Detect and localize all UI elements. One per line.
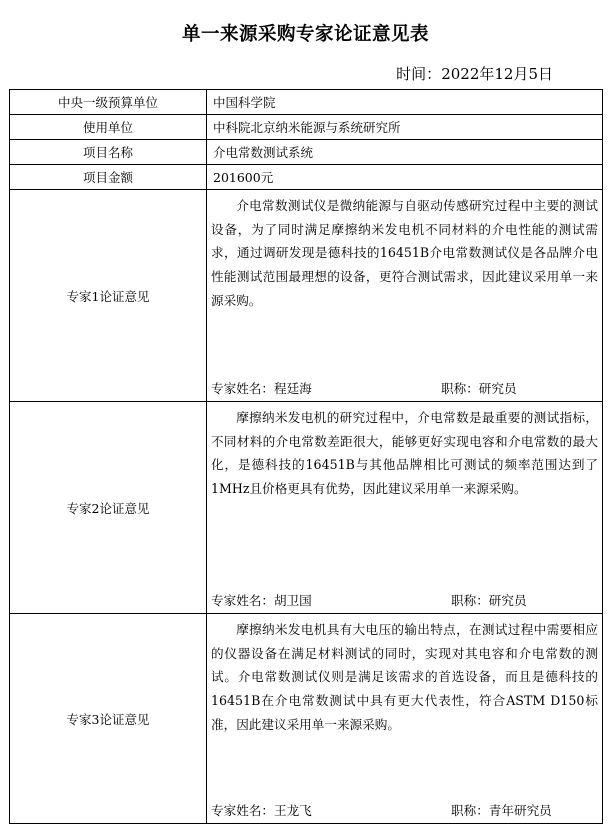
expert-2-name-line	[211, 590, 312, 609]
expert-2-opinion-text: 摩擦纳米发电机的研究过程中，介电常数是最重要的测试指标，不同材料的介电常数差距很大，能够更好实现电容和介电常数的最大化，是德科技的16451B与其他品牌相比可测试的频率范围达到了1MHz且价格更具有优势，因此建议采用单一来源采购。	[211, 410, 598, 497]
opinion-form-table	[9, 89, 603, 824]
expert-1-name: 程廷海	[273, 381, 312, 396]
expert-1-opinion-cell	[207, 190, 603, 402]
budget-unit-label: 中央一级预算单位	[10, 90, 207, 115]
date-label: 时间：	[396, 65, 442, 83]
date-line	[396, 63, 553, 84]
expert-3-title: 青年研究员	[488, 803, 552, 818]
expert-3-name-label: 专家姓名：	[211, 803, 274, 818]
table-row-budget-unit	[10, 90, 603, 115]
table-row-expert-2	[10, 402, 603, 614]
project-amount-value: 201600元	[207, 165, 603, 190]
expert-2-title-line	[451, 590, 527, 609]
project-name-value: 介电常数测试系统	[207, 140, 603, 165]
using-unit-label: 使用单位	[10, 115, 207, 140]
project-name-label: 项目名称	[10, 140, 207, 165]
expert-1-title: 研究员	[478, 381, 517, 396]
expert-2-title: 研究员	[488, 593, 527, 608]
expert-2-signature	[211, 590, 598, 610]
date-value: 2022年12月5日	[441, 65, 553, 83]
table-row-using-unit	[10, 115, 603, 140]
table-row-project-name	[10, 140, 603, 165]
expert-2-title-label: 职称：	[451, 593, 489, 608]
expert-3-title-label: 职称：	[451, 803, 489, 818]
expert-1-title-line	[441, 378, 517, 397]
table-row-project-amount	[10, 165, 603, 190]
expert-2-opinion-cell	[207, 402, 603, 614]
expert-1-title-label: 职称：	[441, 381, 479, 396]
expert-3-title-line	[451, 800, 552, 819]
expert-3-opinion-text: 摩擦纳米发电机具有大电压的输出特点，在测试过程中需要相应的仪器设备在满足材料测试的同时，实现对其电容和介电常数的测试。介电常数测试仪则是满足该需求的首选设备，而且是德科技的16451B在介电常数测试中具有更大代表性，符合ASTM D150标准，因此建议采用单一来源采购。	[211, 622, 598, 732]
expert-1-name-line	[211, 378, 312, 397]
using-unit-value: 中科院北京纳米能源与系统研究所	[207, 115, 603, 140]
expert-2-name-label: 专家姓名：	[211, 593, 274, 608]
expert-1-name-label: 专家姓名：	[211, 381, 274, 396]
expert-3-name: 王龙飞	[273, 803, 312, 818]
expert-1-opinion-text: 介电常数测试仪是微纳能源与自驱动传感研究过程中主要的测试设备，为了同时满足摩擦纳米发电机不同材料的介电性能的测试需求，通过调研发现是德科技的16451B介电常数测试仪是各品牌介电性能测试范围最理想的设备，更符合测试需求，因此建议采用单一来源采购。	[211, 198, 598, 308]
expert-1-signature	[211, 378, 598, 398]
expert-3-name-line	[211, 800, 312, 819]
table-row-expert-1	[10, 190, 603, 402]
budget-unit-value: 中国科学院	[207, 90, 603, 115]
page-title: 单一来源采购专家论证意见表	[181, 24, 429, 45]
expert-3-opinion-label: 专家3论证意见	[10, 614, 207, 824]
table-row-expert-3	[10, 614, 603, 824]
expert-2-name: 胡卫国	[273, 593, 312, 608]
project-amount-label: 项目金额	[10, 165, 207, 190]
expert-2-opinion-label: 专家2论证意见	[10, 402, 207, 614]
expert-1-opinion-label: 专家1论证意见	[10, 190, 207, 402]
expert-3-signature	[211, 800, 598, 820]
expert-3-opinion-cell	[207, 614, 603, 824]
